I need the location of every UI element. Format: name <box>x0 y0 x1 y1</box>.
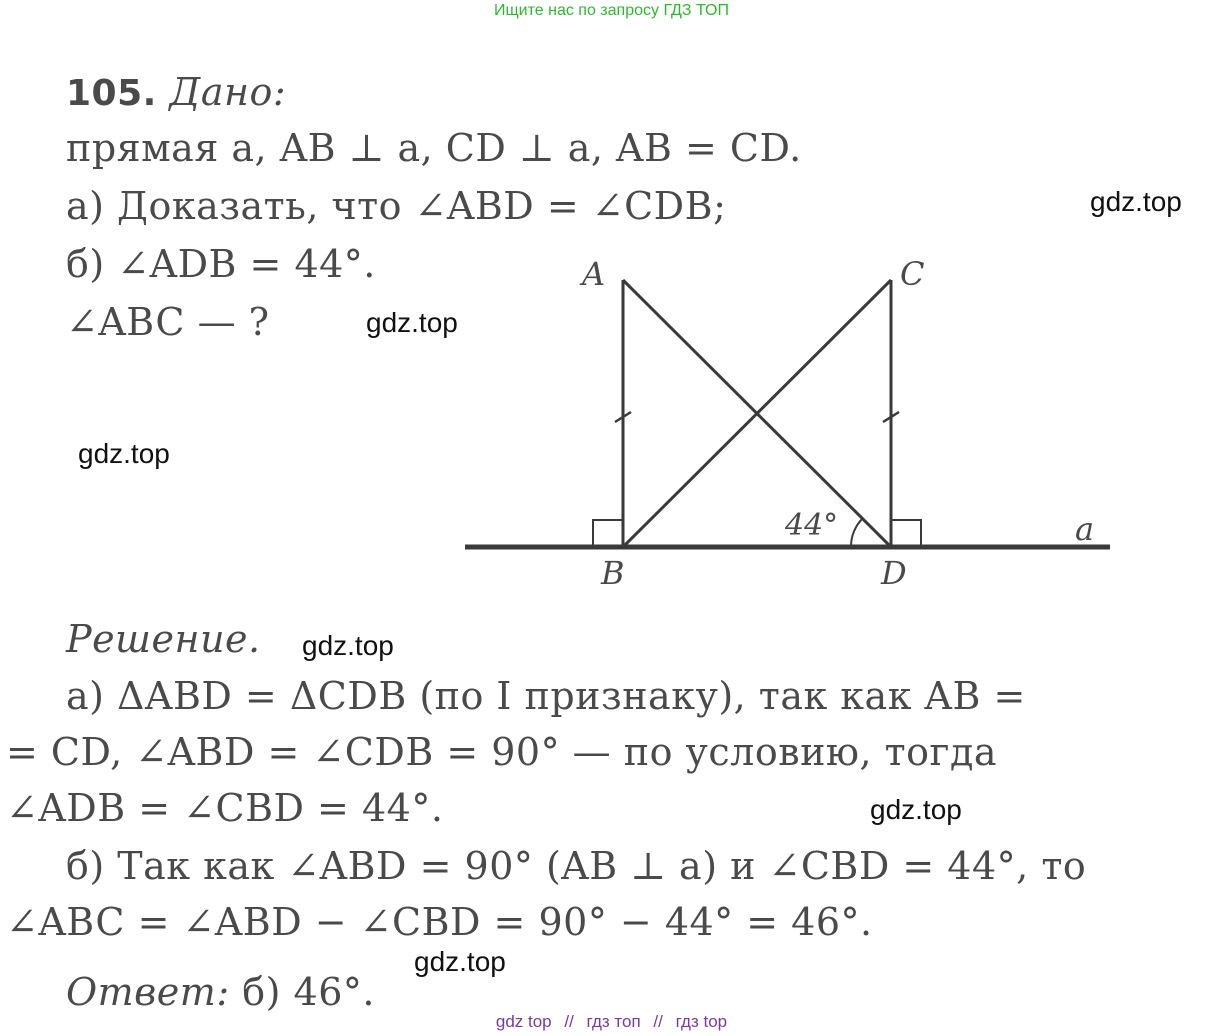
footer-separator: // <box>653 1012 663 1031</box>
footer-separator: // <box>564 1012 574 1031</box>
watermark: gdz.top <box>870 794 962 825</box>
right-angle-d <box>891 520 921 547</box>
solution-line-3: ∠ADB = ∠CBD = 44°. <box>6 786 444 830</box>
footer-link-gdz-top[interactable]: gdz top <box>495 1012 552 1031</box>
right-angle-b <box>593 520 623 547</box>
label-c-point: C <box>900 255 925 293</box>
label-a-point: A <box>582 255 606 293</box>
watermark: gdz.top <box>78 438 170 469</box>
label-b-point: B <box>601 554 625 592</box>
footer-link-gdz-top-mixed[interactable]: гдз top <box>675 1012 728 1031</box>
watermark: gdz.top <box>414 946 506 977</box>
solution-line-4: б) Так как ∠ABD = 90° (AB ⊥ a) и ∠CBD = 44°, то <box>66 844 1087 888</box>
given-label: Дано: <box>169 70 287 114</box>
watermark: gdz.top <box>366 307 458 338</box>
answer-line <box>66 970 375 1014</box>
label-d-point: D <box>881 554 907 592</box>
given-line-2: а) Доказать, что ∠ABD = ∠CDB; <box>66 184 727 228</box>
label-line-a: a <box>1075 510 1095 548</box>
watermark: gdz.top <box>1090 186 1182 217</box>
search-banner[interactable] <box>0 2 1223 20</box>
solution-line-1: а) ΔABD = ΔCDB (по I признаку), так как AB = <box>66 674 1026 718</box>
footer-link-gdz-top-ru[interactable]: гдз топ <box>586 1012 641 1031</box>
answer-value: б) 46°. <box>242 970 375 1014</box>
given-line-4: ∠ABC — ? <box>66 300 270 344</box>
solution-line-2: = CD, ∠ABD = ∠CDB = 90° — по условию, тогда <box>6 730 998 774</box>
solution-heading: Решение. <box>66 617 261 661</box>
watermark: gdz.top <box>302 630 394 661</box>
search-banner-link[interactable]: Ищите нас по запросу ГДЗ ТОП <box>494 2 729 19</box>
problem-header <box>66 70 286 116</box>
answer-label: Ответ: <box>66 970 230 1014</box>
geometry-figure <box>455 250 1125 600</box>
solution-line-5: ∠ABC = ∠ABD − ∠CBD = 90° − 44° = 46°. <box>6 900 873 944</box>
problem-number: 105. <box>66 73 157 114</box>
angle-44-label: 44° <box>785 508 839 543</box>
footer-links <box>0 1012 1223 1032</box>
given-line-1: прямая a, AB ⊥ a, CD ⊥ a, AB = CD. <box>66 126 802 170</box>
angle-arc-d <box>851 518 863 547</box>
given-line-3: б) ∠ADB = 44°. <box>66 242 376 286</box>
